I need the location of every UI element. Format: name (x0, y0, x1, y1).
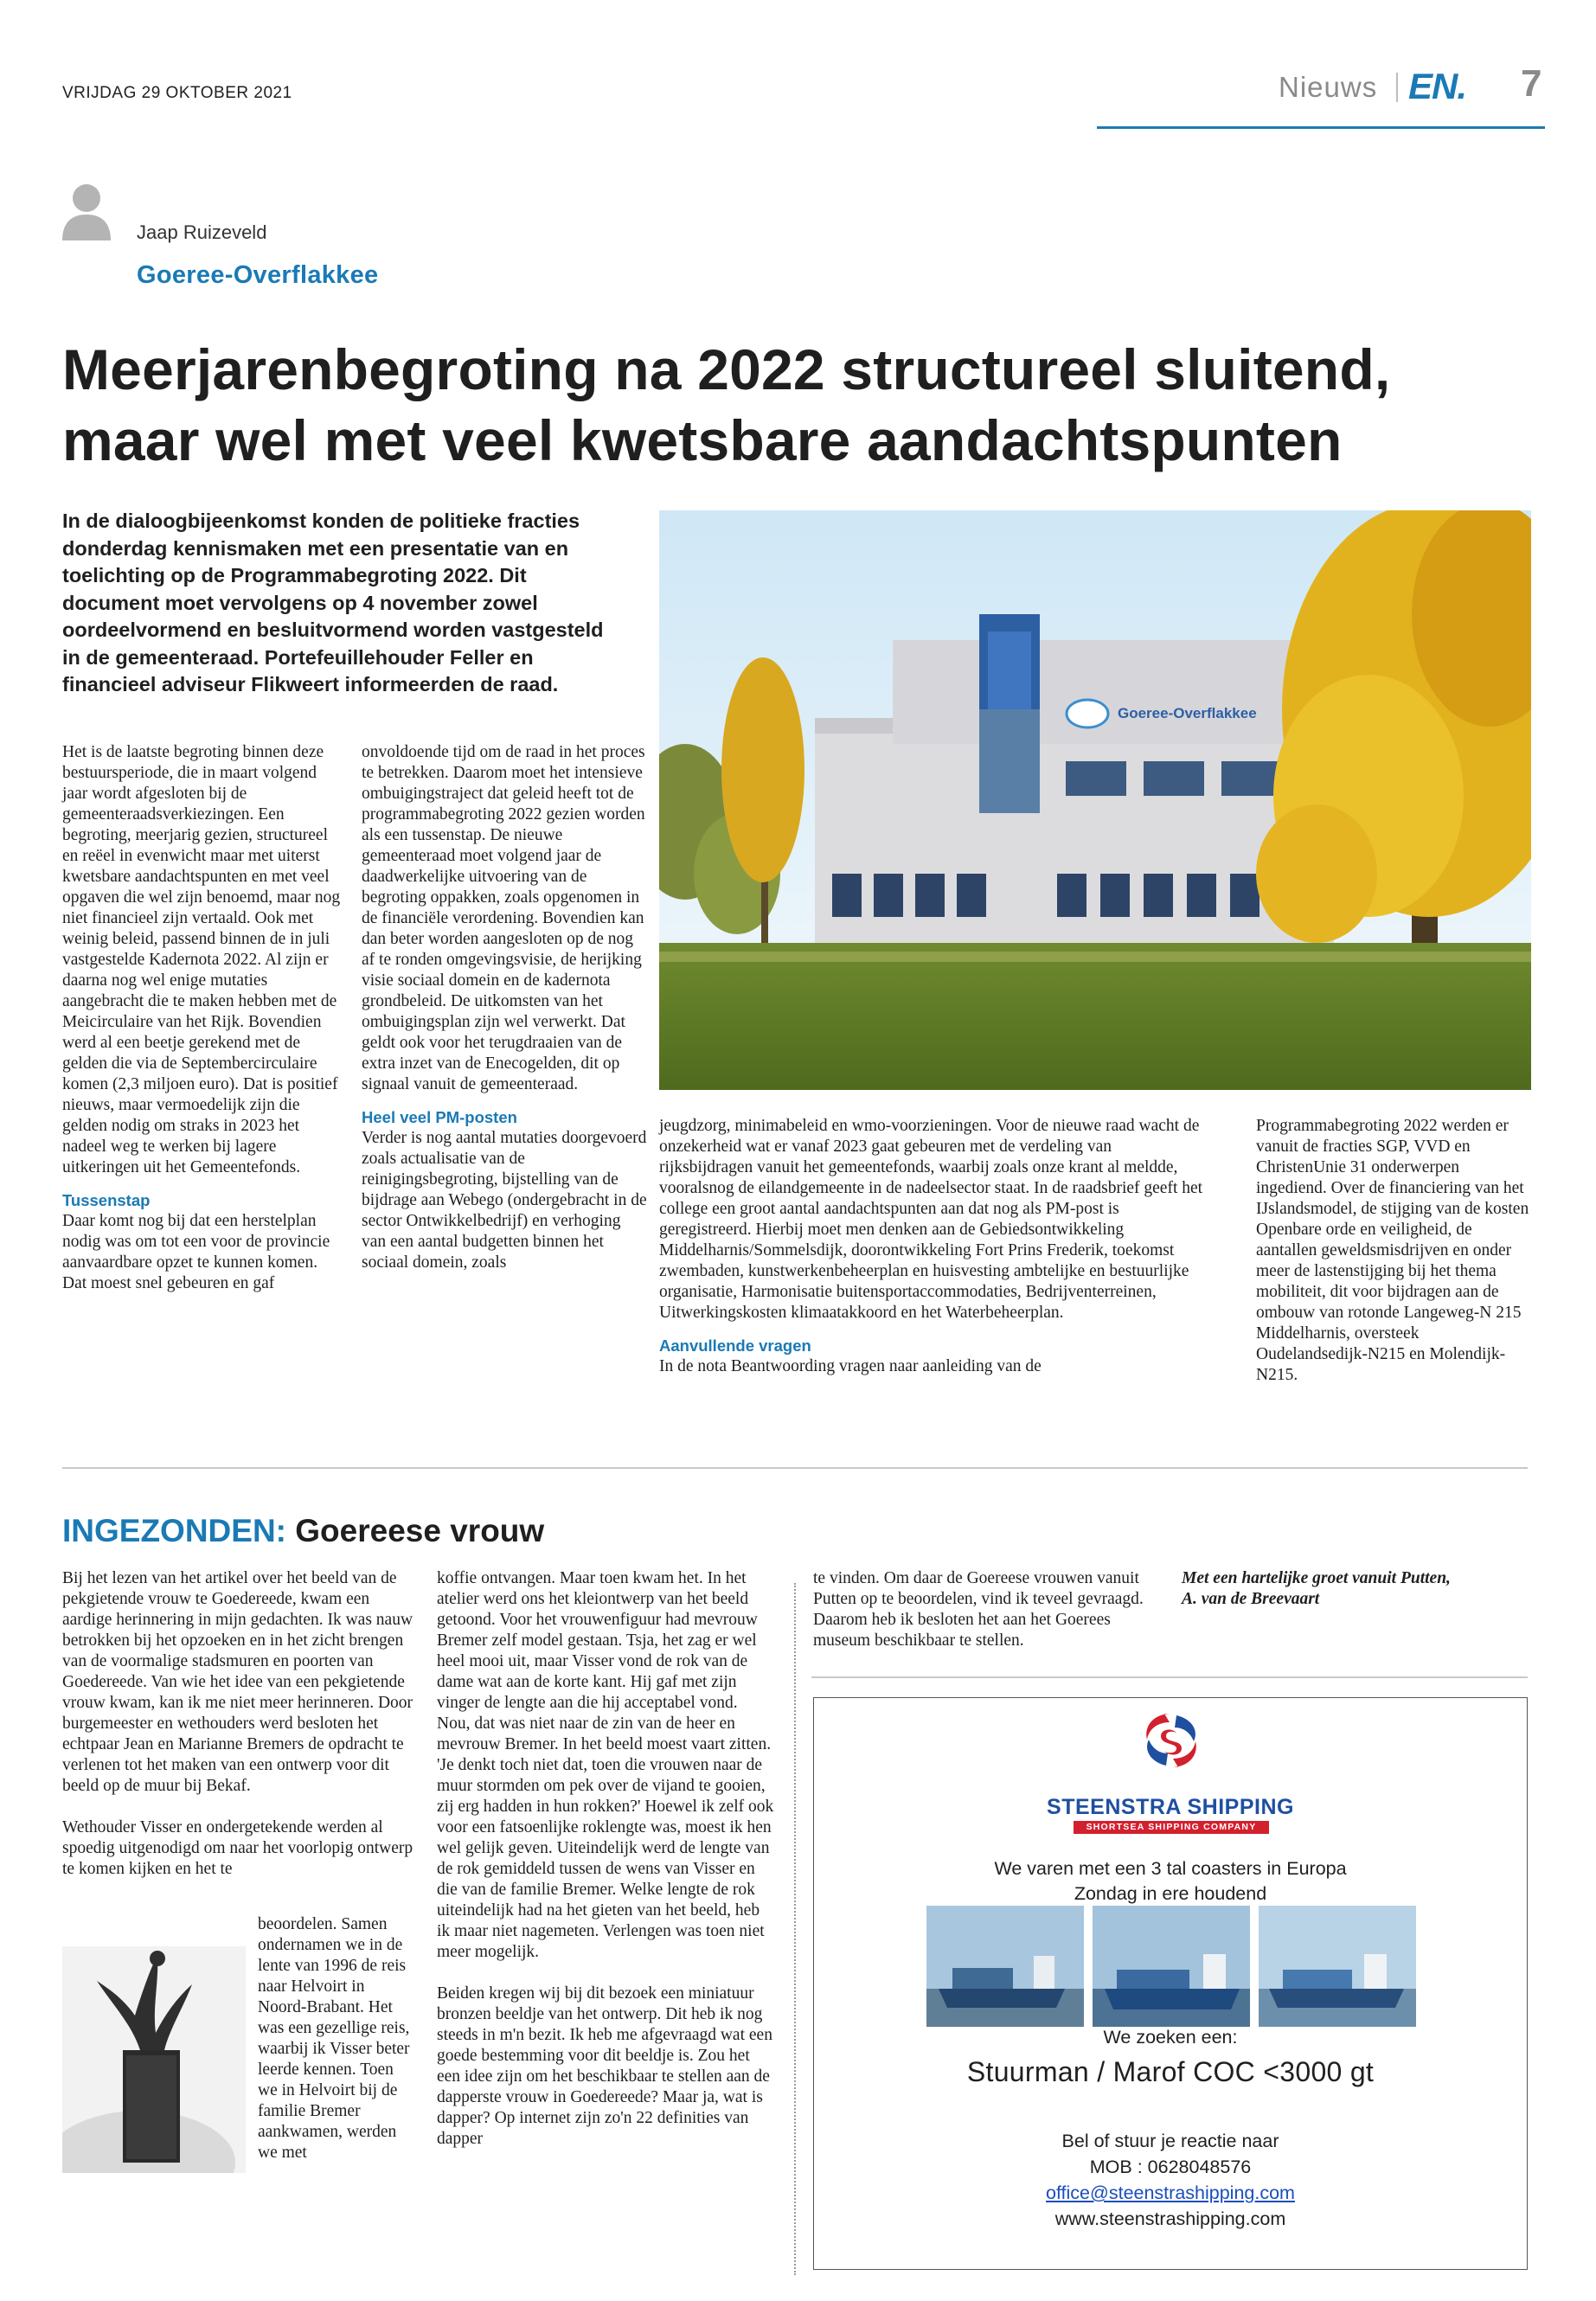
letter-column-2 (437, 1568, 774, 2150)
article-paragraph: Het is de laatste begroting binnen deze bestuursperiode, die in maart volgend jaar wordt afgesloten bij de gemeenteraadsverkiezingen. Een begroting, meerjarig gezien, structureel en reëel in evenwicht maar met uiterst kwetsbare aandachtspunten en met veel opgaven die wel zijn benoemd, maar nog niet financieel zijn vertaald. Ook met weinig beleid, passend binnen de in juli vastgestelde Kadernota 2022. Al zijn er daarna nog wel enige mutaties aangebracht die te maken hebben met de Meicirculaire van het Rijk. Bovendien werd al een beetje gerekend met de gelden die via de Septembercirculaire komen (2,3 miljoen euro). Dat is positief nieuws, maar vermoedelijk zijn die gelden nodig om straks in 2023 het nadeel weg te werken bij lagere uitkeringen uit het Gemeentefonds. (62, 743, 341, 1176)
subheading-tussenstap: Tussenstap (62, 1191, 151, 1209)
issue-date: VRIJDAG 29 OKTOBER 2021 (62, 84, 292, 102)
subheading-aanvullende-vragen: Aanvullende vragen (659, 1336, 811, 1355)
letter-paragraph: Wethouder Visser en ondergetekende werden al spoedig uitgenodigd om naar het voorlopig ontwerp te komen kijken en het te (62, 1818, 413, 1878)
ad-email-wrap (814, 2182, 1527, 2204)
ad-divider (811, 1676, 1528, 1678)
letter-column-3 (813, 1568, 1159, 1651)
bronze-statuette-photo (62, 1946, 246, 2173)
town-hall-photo (659, 510, 1531, 1090)
ad-tagline: SHORTSEA SHIPPING COMPANY (1074, 1821, 1269, 1834)
signoff-author: A. van de Breevaart (1182, 1590, 1320, 1608)
letter-paragraph: te vinden. Om daar de Goereese vrouwen vanuit Putten op te beoordelen, vind ik teveel gevraagd. Daarom heb ik besloten het aan het Goerees museum beschikbaar te stellen. (813, 1569, 1144, 1650)
headline (62, 334, 1550, 476)
article-paragraph: onvoldoende tijd om de raad in het proces te betrekken. Daarom moet het intensieve ombuigingstraject dat geleid heeft tot de programmabegroting 2022 gezien worden als een tussenstap. De nieuwe gemeenteraad moet volgend jaar de daadwerkelijke uitvoering van de begroting oppakken, zoals opgenomen in de financiële verordening. Bovendien kan dan beter worden aangesloten op de nog af te ronden omgevingsvisie, de herijking visie sociaal domein en de kadernota grondbeleid. De uitkomsten van het ombuigingsplan zijn wel verwerkt. Dat geldt ook voor het terugdraaien van de extra inzet van de Enecogelden, dit op signaal vanuit de gemeenteraad. (362, 743, 645, 1093)
letter-column-1-wrap (258, 1914, 417, 2163)
signoff-greeting: Met een hartelijke groet vanuit Putten, (1182, 1569, 1451, 1587)
article-paragraph: Programmabegroting 2022 werden er vanuit de fracties SGP, VVD en ChristenUnie 31 onderwerpen ingediend. Over de financiering van het IJslandsmodel, de stijging van de kosten Openbare orde en veiligheid, de aantallen geweldsmisdrijven en onder meer de lastenstijging bij het thema mobiliteit, dit voor bijdragen aan de ombouw van rotonde Langeweg-N 215 Middelharnis, oversteek Oudelandsedijk-N215 en Molendijk-N215. (1256, 1117, 1529, 1384)
author-avatar-icon (61, 182, 112, 240)
ad-email-link[interactable]: office@steenstrashipping.com (1046, 2182, 1295, 2203)
article-paragraph: jeugdzorg, minimabeleid en wmo-voorzieningen. Voor de nieuwe raad wacht de onzekerheid wat er vanaf 2023 gaat gebeuren met de verdeling van rijksbijdragen vanuit het gemeentefonds, waarbij zoals onze krant al meldde, vooralsnog de eilandgemeente in de nadeelsector staat. In de raadsbrief geeft het college een groot aantal aandachtspunten aan dat nog als PM-post is geregistreerd. Hierbij moet men denken aan de Gebiedsontwikkeling Middelharnis/Sommelsdijk, doorontwikkeling Fort Prins Frederik, toekomst zwembaden, kunstwerkenbeheerplan en huisvesting ambtelijke en bestuurlijke organisatie, Harmonisatie buitensportaccommodaties, Bedrijventerreinen, Uitwerkingskosten klimaatakkoord en het Waterbeheerplan. (659, 1117, 1203, 1322)
letter-heading: Goereese vrouw (295, 1513, 545, 1548)
letter-paragraph: beoordelen. Samen ondernamen we in de lente van 1996 de reis naar Helvoirt in Noord-Brabant. Het was een gezellige reis, waarbij ik Visser beter leerde kennen. Toen we in Helvoirt bij de familie Bremer aankwamen, werden we met (258, 1915, 410, 2162)
ad-contact: Bel of stuur je reactie naar (1061, 2131, 1279, 2151)
article-paragraph: In de nota Beantwoording vragen naar aanleiding van de (659, 1357, 1042, 1375)
article-column-2 (362, 742, 647, 1273)
section-label: Nieuws (1279, 71, 1378, 103)
section-divider (62, 1467, 1528, 1469)
ad-website[interactable]: www.steenstrashipping.com (1054, 2208, 1286, 2229)
article-paragraph: Daar komt nog bij dat een herstelplan nodig was om tot een voor de provincie aanvaardbare opzet te kunnen komen. Dat moest snel gebeuren en gaf (62, 1212, 330, 1292)
headline-line-1: Meerjarenbegroting na 2022 structureel sluitend, (62, 337, 1391, 401)
letter-paragraph: Bij het lezen van het artikel over het beeld van de pekgietende vrouw te Goedereede, kwam een aardige herinnering in mijn gedachten. Ik was nauw betrokken bij het opzoeken en in het zicht brengen van de voormalige stadsmuren en poorten van Goedereede. Van wie het idee van een pekgietende vrouw kwam, kan ik me niet meer herinneren. Door burgemeester en wethouders werd besloten het echtpaar Jean en Marianne Bremers de opdracht te verlenen tot het maken van een ontwerp voor dit beeld op de muur bij Bekaf. (62, 1569, 413, 1795)
subheading-pm-posten: Heel veel PM-posten (362, 1108, 517, 1126)
page-number: 7 (1521, 62, 1542, 105)
steenstra-shipping-ad (813, 1697, 1528, 2270)
newspaper-logo: EN. (1408, 66, 1467, 106)
article-column-3 (659, 1116, 1206, 1377)
letter-paragraph: Beiden kregen wij bij dit bezoek een miniatuur bronzen beeldje van het ontwerp. Dit heb ik nog steeds in m'n bezit. Ik heb me afgevraagd wat een goede bestemming voor dit beeldje is. Zou het een idee zijn om het beschikbaar te stellen aan de dapperste vrouw in Goedereede? Maar ja, wat is dapper? Op internet zijn zo'n 22 definities van dapper (437, 1984, 772, 2148)
steenstra-logo-icon (1138, 1710, 1204, 1771)
coaster-ships-photos (926, 1906, 1416, 2027)
article-column-1 (62, 742, 341, 1294)
ad-line-2: Zondag in ere houdend (1074, 1883, 1267, 1904)
ad-position: Stuurman / Marof COC <3000 gt (966, 2056, 1375, 2087)
ad-phone: MOB : 0628048576 (1089, 2157, 1252, 2177)
ad-brand-name: STEENSTRA SHIPPING (1047, 1795, 1294, 1819)
ad-line-1: We varen met een 3 tal coasters in Europa (994, 1858, 1347, 1879)
facade-sign-text: Goeree-Overflakkee (1118, 705, 1257, 721)
article-lead: In de dialoogbijeenkomst konden de politieke fracties donderdag kennismaken met een presentatie van en toelichting op de Programmabegroting 2022. Dit document moet vervolgens op 4 november zowel oordeelvormend en besluitvormend worden vastgesteld in de gemeenteraad. Portefeuillehouder Feller en financieel adviseur Flikweert informeerden de raad. (62, 510, 604, 695)
letter-title (62, 1512, 544, 1550)
headline-line-2: maar wel met veel kwetsbare aandachtspunten (62, 408, 1343, 472)
article-column-4 (1256, 1116, 1531, 1386)
author-name: Jaap Ruizeveld (137, 221, 267, 243)
letter-column-1 (62, 1568, 417, 1880)
letter-signoff (1182, 1568, 1528, 1610)
ad-seeking: We zoeken een: (1103, 2027, 1238, 2048)
column-divider (794, 1583, 796, 2275)
header-divider (1396, 73, 1398, 102)
header-rule (1097, 126, 1545, 129)
region-label: Goeree-Overflakkee (137, 261, 379, 289)
article-paragraph: Verder is nog aantal mutaties doorgevoerd zoals actualisatie van de reinigingsbegroting, bijstelling van de bijdrage aan Webego (ondergebracht in de sector Ontwikkelbedrijf) en verhoging van een aantal budgetten binnen het sociaal domein, zoals (362, 1129, 647, 1272)
letter-label: INGEZONDEN: (62, 1513, 286, 1548)
letter-paragraph: koffie ontvangen. Maar toen kwam het. In het atelier werd ons het kleiontwerp van het beeld getoond. Voor het vrouwenfiguur had mevrouw Bremer zelf model gestaan. Tsja, het zag er wel heel mooi uit, maar Visser vond de rok van de dame wat aan de korte kant. Hij gaf met zijn vinger de lengte aan die hij acceptabel vond. Nou, dat was niet naar de zin van de heer en mevrouw Bremer. In het beeld moest vaart zitten. 'Je denkt toch niet dat, toen die vrouwen naar de muur stormden om pek over de vijand te gooien, zij erg hadden in hun rokken?' Hoewel ik zelf ook voor een fatsoenlijke roklengte was, moest ik hen wel gelijk geven. Uiteindelijk werd de lengte van de rok gemiddeld tussen de wens van Visser en die van de familie Bremer. Welke lengte de rok uiteindelijk had na het gieten van het beeld, heb ik maar niet nagemeten. Verlengen was toen niet meer mogelijk. (437, 1569, 774, 1961)
